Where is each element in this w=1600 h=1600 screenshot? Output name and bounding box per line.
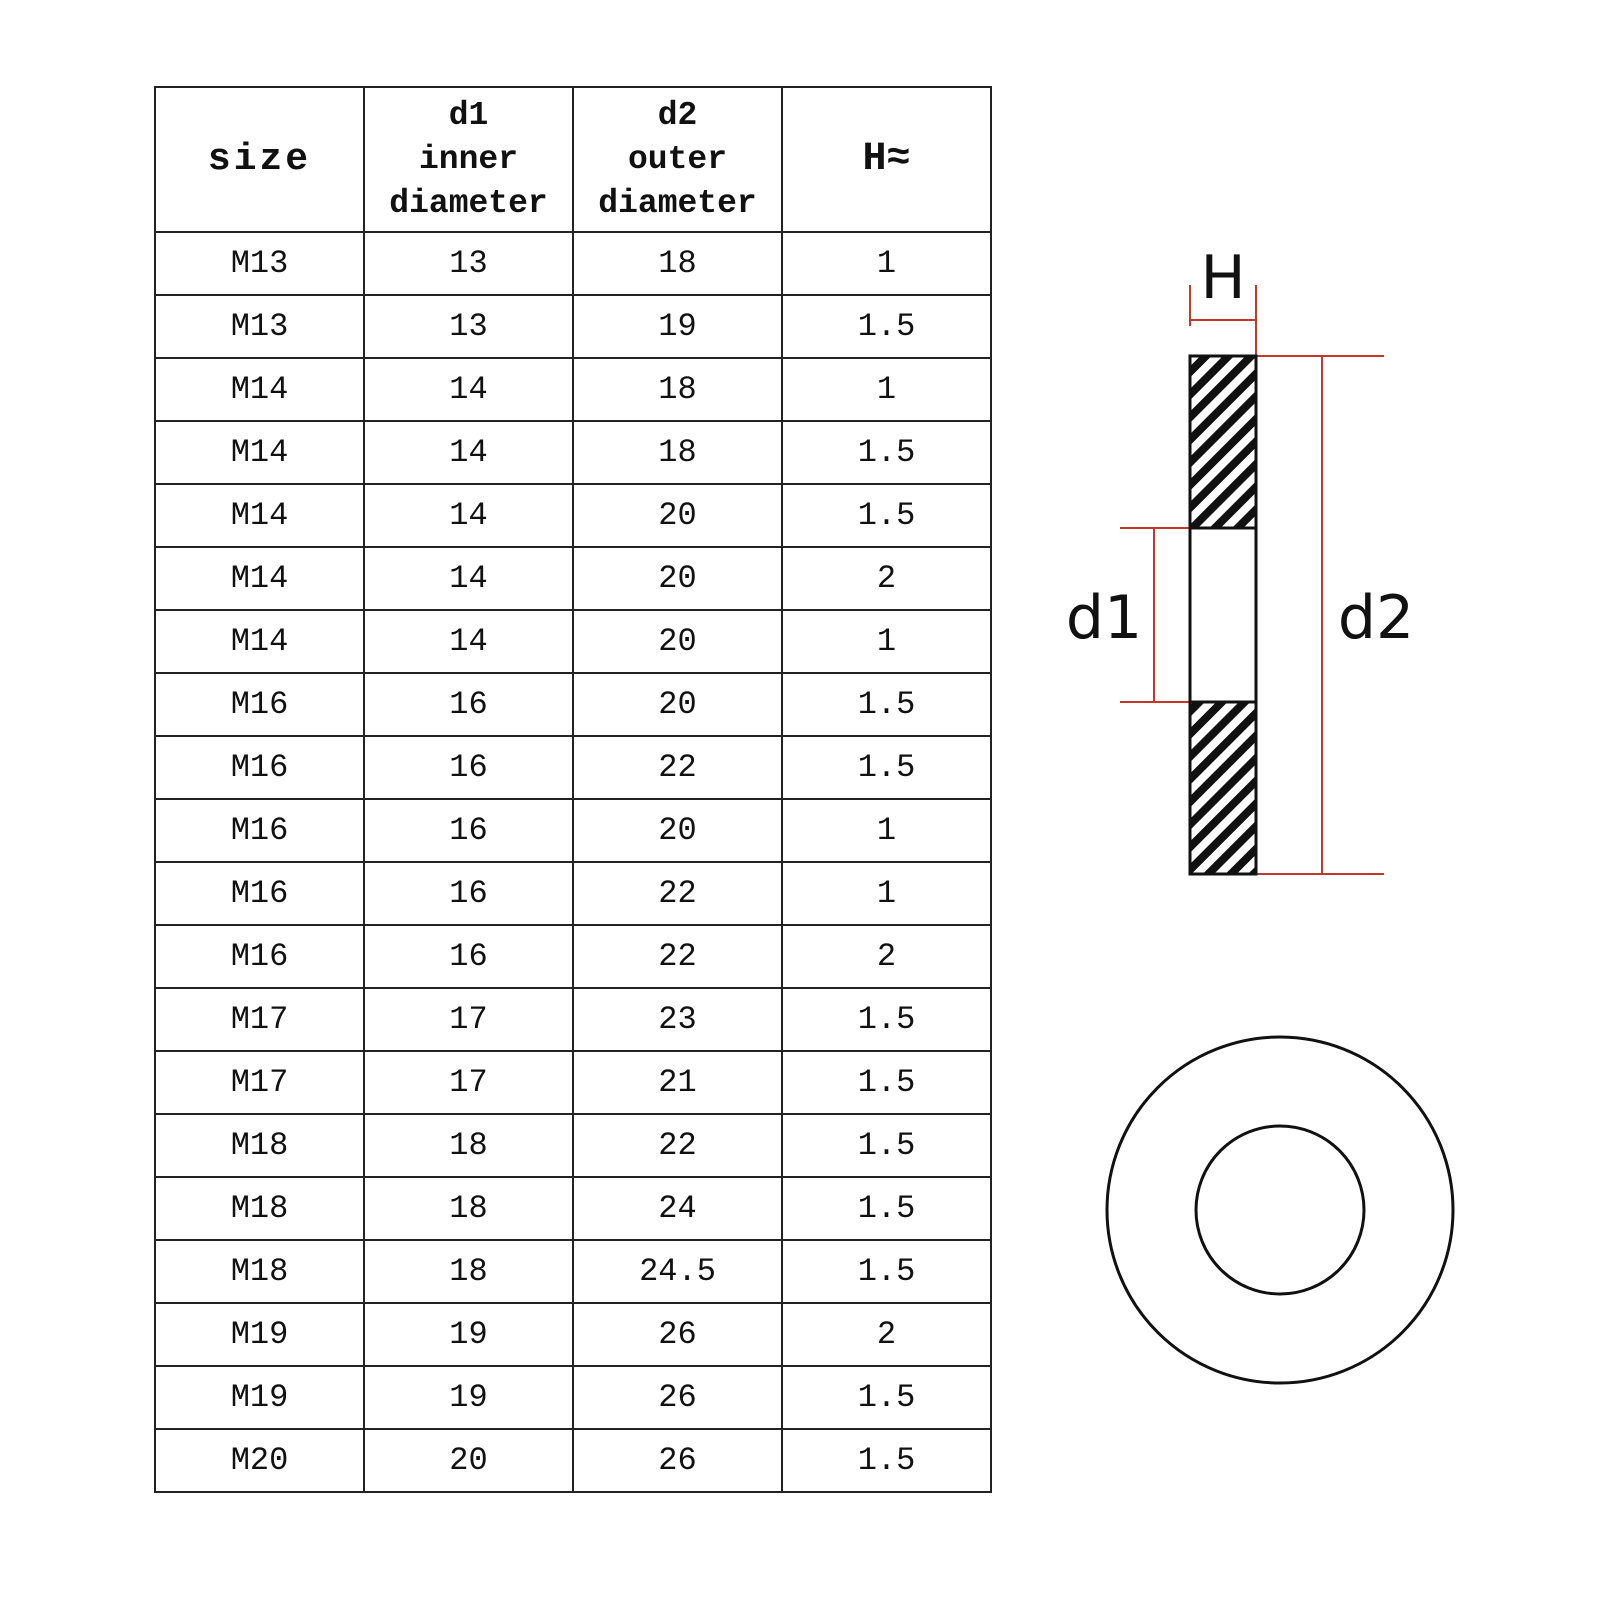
cell-inner-diameter: 13 [364, 232, 573, 295]
cell-inner-diameter: 13 [364, 295, 573, 358]
cell-size: M19 [155, 1366, 364, 1429]
cell-size: M17 [155, 988, 364, 1051]
cell-outer-diameter: 19 [573, 295, 782, 358]
cell-inner-diameter: 16 [364, 736, 573, 799]
cell-thickness: 2 [782, 547, 991, 610]
cell-thickness: 1.5 [782, 1366, 991, 1429]
cell-size: M16 [155, 925, 364, 988]
cell-inner-diameter: 16 [364, 799, 573, 862]
cell-thickness: 1.5 [782, 1177, 991, 1240]
cell-inner-diameter: 18 [364, 1240, 573, 1303]
cell-size: M14 [155, 610, 364, 673]
cell-outer-diameter: 20 [573, 673, 782, 736]
cell-inner-diameter: 14 [364, 358, 573, 421]
cell-size: M14 [155, 358, 364, 421]
table-row [155, 988, 991, 1051]
header-d1-line: inner [418, 140, 519, 178]
cell-size: M14 [155, 547, 364, 610]
cell-outer-diameter: 20 [573, 547, 782, 610]
cell-inner-diameter: 16 [364, 673, 573, 736]
cell-size: M17 [155, 1051, 364, 1114]
cell-outer-diameter: 20 [573, 610, 782, 673]
header-size: size [155, 87, 364, 232]
header-d1 [364, 87, 573, 232]
cell-outer-diameter: 22 [573, 862, 782, 925]
washer-top-view [1100, 1030, 1460, 1390]
cell-inner-diameter: 16 [364, 925, 573, 988]
cell-size: M19 [155, 1303, 364, 1366]
cell-thickness: 1 [782, 232, 991, 295]
washer-size-table [154, 86, 992, 1493]
table-row [155, 547, 991, 610]
cell-outer-diameter: 22 [573, 736, 782, 799]
cell-outer-diameter: 18 [573, 358, 782, 421]
washer-cross-section-diagram [1065, 243, 1440, 910]
bore-gap [1190, 528, 1256, 702]
cell-inner-diameter: 14 [364, 610, 573, 673]
header-thickness: H≈ [782, 87, 991, 232]
cell-thickness: 2 [782, 1303, 991, 1366]
label-h: H [1200, 243, 1246, 313]
hatched-upper-section [1190, 356, 1256, 528]
cell-inner-diameter: 14 [364, 547, 573, 610]
table-row [155, 799, 991, 862]
table-row [155, 1177, 991, 1240]
cell-thickness: 1.5 [782, 1429, 991, 1492]
table-row [155, 1240, 991, 1303]
cell-inner-diameter: 19 [364, 1303, 573, 1366]
header-d2 [573, 87, 782, 232]
cell-size: M13 [155, 232, 364, 295]
cell-size: M18 [155, 1240, 364, 1303]
cell-thickness: 2 [782, 925, 991, 988]
header-d2-line: d2 [657, 96, 698, 134]
table-row [155, 358, 991, 421]
label-d2: d2 [1337, 583, 1415, 653]
cell-size: M16 [155, 862, 364, 925]
cell-size: M16 [155, 673, 364, 736]
cell-thickness: 1 [782, 799, 991, 862]
header-d2-line: diameter [598, 184, 757, 222]
cell-inner-diameter: 14 [364, 421, 573, 484]
cell-inner-diameter: 17 [364, 988, 573, 1051]
cell-size: M16 [155, 799, 364, 862]
table-row [155, 1366, 991, 1429]
cell-outer-diameter: 24.5 [573, 1240, 782, 1303]
inner-circle [1196, 1126, 1364, 1294]
cell-thickness: 1 [782, 610, 991, 673]
cell-outer-diameter: 23 [573, 988, 782, 1051]
cell-size: M14 [155, 484, 364, 547]
cell-inner-diameter: 16 [364, 862, 573, 925]
label-d1: d1 [1065, 583, 1143, 653]
cell-outer-diameter: 26 [573, 1303, 782, 1366]
cell-size: M18 [155, 1177, 364, 1240]
cell-outer-diameter: 22 [573, 925, 782, 988]
header-d2-line: outer [627, 140, 728, 178]
cell-outer-diameter: 20 [573, 484, 782, 547]
table-row [155, 1114, 991, 1177]
table-row [155, 295, 991, 358]
cell-thickness: 1.5 [782, 295, 991, 358]
table-row [155, 862, 991, 925]
table-row [155, 925, 991, 988]
table-row [155, 421, 991, 484]
table-row [155, 736, 991, 799]
header-d1-line: diameter [389, 184, 548, 222]
cell-thickness: 1.5 [782, 421, 991, 484]
washer-section [1190, 356, 1256, 874]
table-row [155, 1051, 991, 1114]
table-row [155, 484, 991, 547]
cell-inner-diameter: 18 [364, 1177, 573, 1240]
cell-outer-diameter: 24 [573, 1177, 782, 1240]
cell-thickness: 1 [782, 358, 991, 421]
cell-size: M13 [155, 295, 364, 358]
cell-inner-diameter: 20 [364, 1429, 573, 1492]
hatched-lower-section [1190, 702, 1256, 874]
cell-thickness: 1.5 [782, 988, 991, 1051]
cell-inner-diameter: 19 [364, 1366, 573, 1429]
outer-circle [1107, 1037, 1453, 1383]
cell-thickness: 1.5 [782, 1240, 991, 1303]
cell-thickness: 1 [782, 862, 991, 925]
cell-outer-diameter: 18 [573, 232, 782, 295]
table-row [155, 610, 991, 673]
cell-outer-diameter: 26 [573, 1429, 782, 1492]
cell-outer-diameter: 20 [573, 799, 782, 862]
cell-thickness: 1.5 [782, 484, 991, 547]
cell-outer-diameter: 18 [573, 421, 782, 484]
header-d1-line: d1 [448, 96, 489, 134]
cell-size: M20 [155, 1429, 364, 1492]
cell-outer-diameter: 26 [573, 1366, 782, 1429]
table-row [155, 1303, 991, 1366]
table-row [155, 232, 991, 295]
cell-thickness: 1.5 [782, 1051, 991, 1114]
table-body [155, 232, 991, 1492]
table-row [155, 673, 991, 736]
cell-size: M16 [155, 736, 364, 799]
cell-inner-diameter: 14 [364, 484, 573, 547]
table-row [155, 1429, 991, 1492]
cell-outer-diameter: 21 [573, 1051, 782, 1114]
cell-inner-diameter: 17 [364, 1051, 573, 1114]
cell-size: M14 [155, 421, 364, 484]
cell-thickness: 1.5 [782, 736, 991, 799]
cell-size: M18 [155, 1114, 364, 1177]
table-header-row [155, 87, 991, 232]
cell-outer-diameter: 22 [573, 1114, 782, 1177]
cell-thickness: 1.5 [782, 1114, 991, 1177]
cell-thickness: 1.5 [782, 673, 991, 736]
cell-inner-diameter: 18 [364, 1114, 573, 1177]
